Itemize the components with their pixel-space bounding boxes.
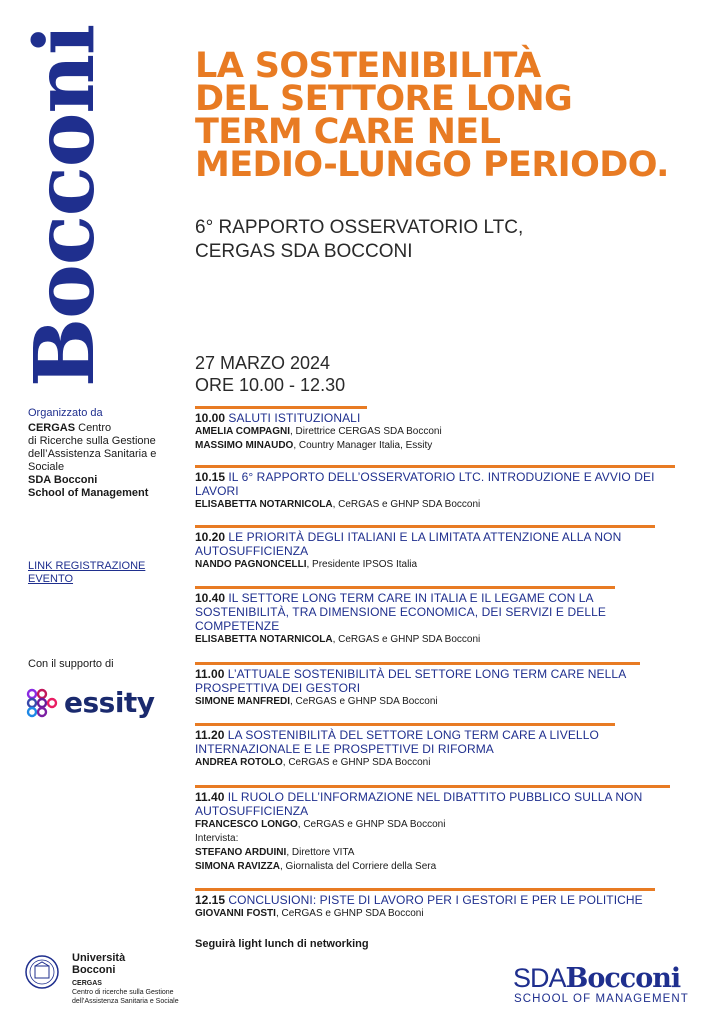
footer-cergas	[72, 979, 222, 1006]
agenda-item-heading	[195, 591, 685, 633]
title-line: MEDIO-LUNGO PERIODO.	[195, 145, 669, 185]
agenda-time: 11.40	[195, 790, 225, 804]
agenda-speaker	[195, 633, 685, 647]
speaker-name: ELISABETTA NOTARNICOLA	[195, 499, 333, 510]
speaker-name: AMELIA COMPAGNI	[195, 426, 290, 437]
speaker-role: , Direttore VITA	[286, 847, 355, 858]
speaker-role: Intervista:	[195, 833, 239, 844]
agenda-item-heading	[195, 893, 685, 907]
agenda-item	[195, 586, 685, 647]
essity-logo	[26, 686, 156, 720]
agenda-time: 12.15	[195, 893, 226, 907]
agenda-divider	[195, 406, 367, 409]
speaker-name: FRANCESCO LONGO	[195, 819, 298, 830]
footer-cergas-name: CERGAS	[72, 980, 102, 987]
speaker-role: , CeRGAS e GHNP SDA Bocconi	[332, 499, 481, 510]
sda-text: SDA	[513, 963, 566, 993]
agenda-speaker	[195, 756, 685, 770]
bocconi-seal-icon	[24, 954, 60, 990]
event-title	[195, 46, 705, 185]
sda-bocconi-logo	[513, 964, 703, 1009]
agenda-item-heading	[195, 728, 685, 756]
speaker-name: ELISABETTA NOTARNICOLA	[195, 634, 333, 645]
title-line: TERM CARE NEL	[195, 112, 501, 152]
event-subtitle	[195, 216, 675, 264]
agenda-speaker	[195, 425, 685, 439]
agenda-title: L’ATTUALE SOSTENIBILITÀ DEL SETTORE LONG TERM CARE NELLA PROSPETTIVA DEI GESTORI	[195, 667, 626, 695]
university-name	[72, 952, 125, 976]
cergas-desc: Centro	[75, 422, 112, 434]
speaker-role: , CeRGAS e GHNP SDA Bocconi	[332, 634, 481, 645]
sda-school: School of Management	[28, 487, 149, 499]
agenda-speaker	[195, 846, 685, 860]
agenda-divider	[195, 662, 640, 665]
event-time: ORE 10.00 - 12.30	[195, 375, 346, 395]
agenda-title: IL SETTORE LONG TERM CARE IN ITALIA E IL LEGAME CON LA SOSTENIBILITÀ, TRA DIMENSIONE ECONOMICA, DEI SERVIZI E DELLE COMPETENZE	[195, 591, 606, 633]
cergas-desc: dell’Assistenza Sanitaria e	[28, 448, 157, 460]
agenda-speaker	[195, 439, 685, 453]
speaker-name: SIMONE MANFREDI	[195, 696, 290, 707]
agenda-item-heading	[195, 790, 685, 818]
agenda-title: LA SOSTENIBILITÀ DEL SETTORE LONG TERM CARE A LIVELLO INTERNAZIONALE E LE PROSPETTIVE DI RIFORMA	[195, 728, 599, 756]
speaker-name: MASSIMO MINAUDO	[195, 440, 294, 451]
agenda-time: 11.20	[195, 728, 225, 742]
sda-name: SDA Bocconi	[28, 474, 98, 486]
agenda-time: 10.15	[195, 470, 226, 484]
agenda-item	[195, 785, 685, 874]
agenda-time: 10.40	[195, 591, 226, 605]
agenda-item	[195, 465, 685, 512]
lunch-note: Seguirà light lunch di networking	[195, 938, 369, 950]
agenda-speaker	[195, 818, 685, 832]
agenda-divider	[195, 723, 615, 726]
speaker-name: SIMONA RAVIZZA	[195, 861, 280, 872]
agenda-speaker	[195, 498, 685, 512]
sda-bocconi-wordmark	[513, 964, 680, 993]
agenda-divider	[195, 465, 675, 468]
agenda-item	[195, 662, 685, 709]
agenda-item-heading	[195, 411, 685, 425]
bocconi-text: Bocconi	[565, 963, 681, 994]
agenda-time: 10.00	[195, 411, 226, 425]
subtitle-line: 6° RAPPORTO OSSERVATORIO LTC,	[195, 217, 524, 238]
agenda-divider	[195, 586, 615, 589]
footer-cergas-desc: Centro di ricerche sulla Gestione	[72, 989, 174, 996]
speaker-name: ANDREA ROTOLO	[195, 757, 283, 768]
agenda-item	[195, 723, 685, 770]
speaker-role: , Giornalista del Corriere della Sera	[280, 861, 437, 872]
agenda-title: SALUTI ISTITUZIONALI	[228, 411, 361, 425]
organizer-block	[28, 407, 178, 500]
registration-link-line[interactable]: LINK REGISTRAZIONE	[28, 560, 146, 572]
agenda-item-heading	[195, 470, 685, 498]
university-name-line: Università	[72, 952, 126, 964]
agenda-title: IL RUOLO DELL’INFORMAZIONE NEL DIBATTITO PUBBLICO SULLA NON AUTOSUFFICIENZA	[195, 790, 643, 818]
speaker-role: , CeRGAS e GHNP SDA Bocconi	[290, 696, 438, 707]
agenda-time: 10.20	[195, 530, 226, 544]
bocconi-vertical-logo	[17, 24, 113, 388]
agenda-divider	[195, 785, 670, 788]
essity-wordmark: essity	[64, 686, 155, 719]
agenda-divider	[195, 525, 655, 528]
title-line: LA SOSTENIBILITÀ	[195, 46, 541, 86]
agenda-item	[195, 406, 685, 453]
agenda-divider	[195, 888, 655, 891]
speaker-role: , Presidente IPSOS Italia	[306, 559, 418, 570]
agenda-time: 11.00	[195, 667, 225, 681]
cergas-name: CERGAS	[28, 422, 76, 434]
cergas-desc: Sociale	[28, 461, 65, 473]
agenda-item-heading	[195, 667, 685, 695]
school-of-management-text: SCHOOL OF MANAGEMENT	[514, 993, 689, 1005]
agenda-speaker	[195, 832, 685, 846]
organizer-label: Organizzato da	[28, 407, 103, 419]
support-label: Con il supporto di	[28, 658, 114, 670]
speaker-name: GIOVANNI FOSTI	[195, 908, 276, 919]
speaker-name: STEFANO ARDUINI	[195, 847, 287, 858]
speaker-role: , Direttrice CERGAS SDA Bocconi	[290, 426, 442, 437]
bocconi-vertical-logo-text: Bocconi	[17, 24, 113, 388]
event-date: 27 MARZO 2024	[195, 353, 331, 373]
agenda-title: CONCLUSIONI: PISTE DI LAVORO PER I GESTORI E PER LE POLITICHE	[228, 893, 643, 907]
agenda-speaker	[195, 558, 685, 572]
agenda-item-heading	[195, 530, 685, 558]
event-datetime	[195, 352, 345, 396]
cergas-desc: di Ricerche sulla Gestione	[28, 435, 156, 447]
agenda-item	[195, 525, 685, 572]
speaker-role: , Country Manager Italia, Essity	[293, 440, 433, 451]
speaker-role: , CeRGAS e GHNP SDA Bocconi	[297, 819, 446, 830]
footer-cergas-desc: dell’Assistenza Sanitaria e Sociale	[72, 998, 179, 1005]
university-name-line: Bocconi	[72, 964, 116, 976]
essity-mark-icon	[26, 688, 58, 718]
agenda-title: LE PRIORITÀ DEGLI ITALIANI E LA LIMITATA ATTENZIONE ALLA NON AUTOSUFFICIENZA	[195, 530, 622, 558]
universita-bocconi-logo	[24, 952, 214, 1012]
title-line: DEL SETTORE LONG	[195, 79, 573, 119]
agenda-item	[195, 888, 685, 921]
agenda-speaker	[195, 907, 685, 921]
registration-link-line[interactable]: EVENTO	[28, 573, 74, 585]
speaker-name: NANDO PAGNONCELLI	[195, 559, 307, 570]
agenda-speaker	[195, 860, 685, 874]
speaker-role: , CeRGAS e GHNP SDA Bocconi	[282, 757, 431, 768]
speaker-role: , CeRGAS e GHNP SDA Bocconi	[275, 908, 424, 919]
agenda-title: IL 6° RAPPORTO DELL’OSSERVATORIO LTC. INTRODUZIONE E AVVIO DEI LAVORI	[195, 470, 655, 498]
registration-link[interactable]	[28, 560, 145, 586]
agenda-speaker	[195, 695, 685, 709]
subtitle-line: CERGAS SDA BOCCONI	[195, 241, 413, 262]
